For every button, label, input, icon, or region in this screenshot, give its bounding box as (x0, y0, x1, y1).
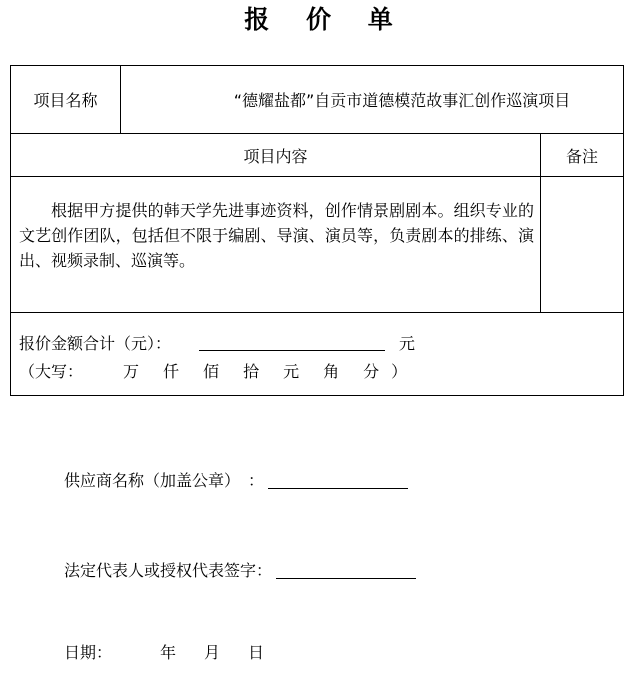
date-day: 日 (248, 643, 265, 662)
capital-unit-bai: 佰 (203, 362, 220, 381)
document-title: 报 价 单 (244, 5, 407, 34)
content-description: 根据甲方提供的韩天学先进事迹资料，创作情景剧剧本。组织专业的文艺创作团队，包括但不限于编剧、导演、演员等，负责剧本的排练、演出、视频录制、巡演等。 (11, 177, 541, 313)
project-name-label: 项目名称 (11, 66, 121, 134)
content-row (11, 177, 624, 313)
date-label: 日期： (64, 643, 113, 662)
amount-blank-field[interactable] (199, 333, 385, 351)
total-unit: 元 (399, 334, 416, 353)
supplier-label: 供应商名称（加盖公章） ： (64, 471, 265, 490)
representative-line (64, 560, 416, 582)
project-name-value: “德耀盐都”自贡市道德模范故事汇创作巡演项目 (121, 66, 624, 134)
total-row (11, 313, 624, 396)
total-cell (11, 313, 624, 396)
quote-table (10, 65, 624, 396)
content-header-row (11, 134, 624, 177)
date-year: 年 (160, 643, 177, 662)
content-header: 项目内容 (11, 134, 541, 177)
capital-unit-qian: 仟 (163, 362, 180, 381)
total-amount-line (19, 333, 623, 355)
capital-unit-shi: 拾 (243, 362, 260, 381)
remarks-header: 备注 (541, 134, 624, 177)
project-name-row (11, 66, 624, 134)
representative-blank-field[interactable] (276, 562, 416, 579)
capital-close: ） (391, 362, 408, 381)
capital-amount-line (19, 361, 623, 383)
representative-label: 法定代表人或授权代表签字： (64, 561, 273, 580)
date-month: 月 (204, 643, 221, 662)
supplier-blank-field[interactable] (268, 472, 408, 489)
remarks-cell (541, 177, 624, 313)
capital-unit-yuan: 元 (283, 362, 300, 381)
supplier-line (64, 470, 408, 492)
capital-unit-jiao: 角 (323, 362, 340, 381)
capital-unit-fen: 分 (363, 362, 380, 381)
date-line (64, 642, 292, 664)
capital-unit-wan: 万 (123, 362, 140, 381)
total-label: 报价金额合计（元）： (19, 334, 172, 353)
capital-label: （大写： (19, 362, 84, 381)
